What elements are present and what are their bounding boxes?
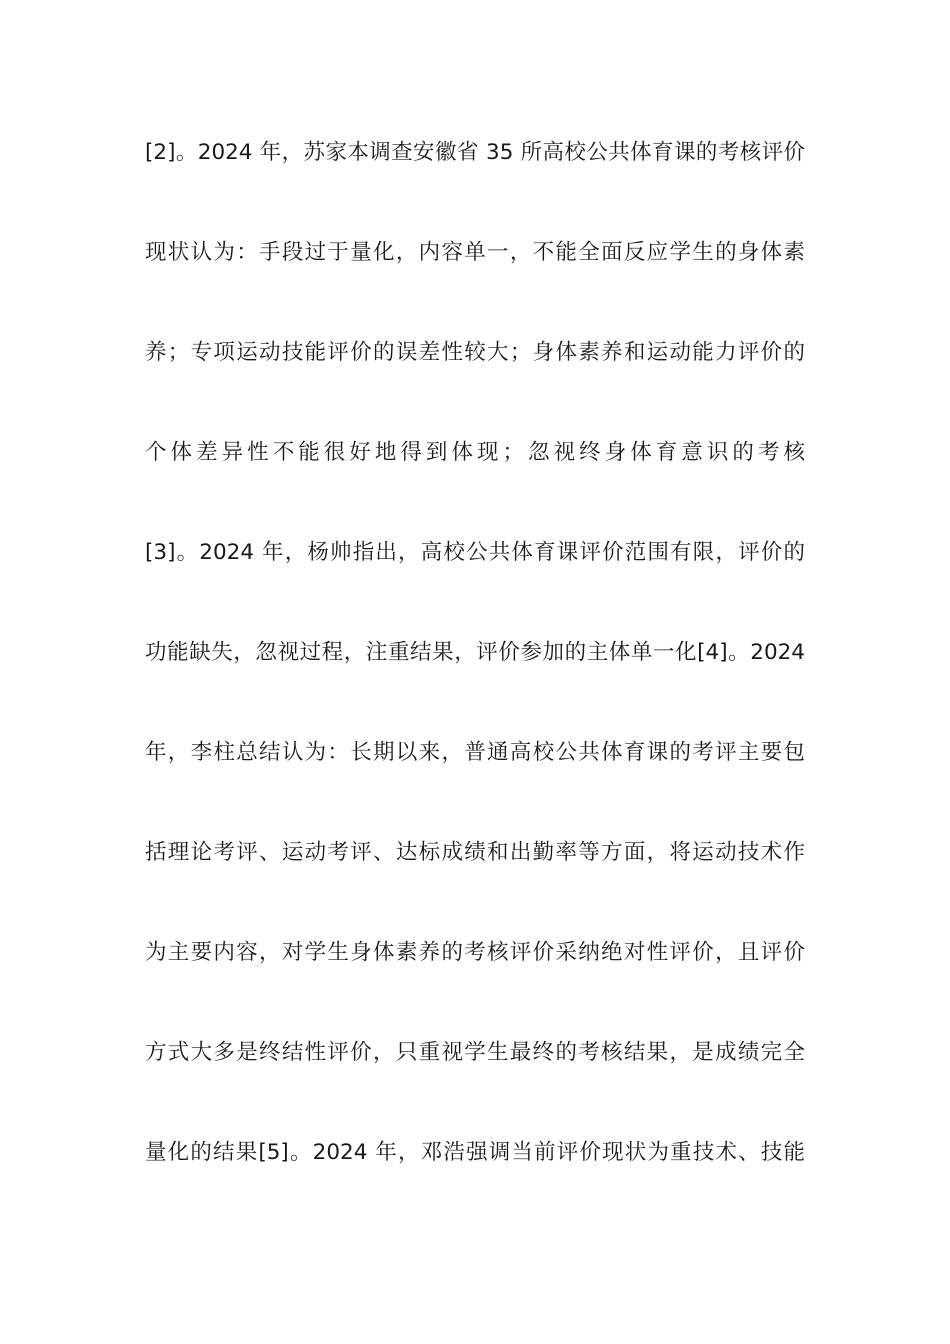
text-line-6: 功能缺失，忽视过程，注重结果，评价参加的主体单一化[4]。2024 — [145, 640, 805, 665]
text-line-1: [2]。2024 年，苏家本调查安徽省 35 所高校公共体育课的考核评价 — [145, 140, 805, 165]
text-line-11: 量化的结果[5]。2024 年，邓浩强调当前评价现状为重技术、技能 — [145, 1140, 805, 1165]
text-line-3: 养；专项运动技能评价的误差性较大；身体素养和运动能力评价的 — [145, 340, 805, 365]
text-line-8: 括理论考评、运动考评、达标成绩和出勤率等方面，将运动技术作 — [145, 840, 805, 865]
text-line-10: 方式大多是终结性评价，只重视学生最终的考核结果，是成绩完全 — [145, 1040, 805, 1065]
text-line-9: 为主要内容，对学生身体素养的考核评价采纳绝对性评价，且评价 — [145, 940, 805, 965]
text-line-2: 现状认为：手段过于量化，内容单一，不能全面反应学生的身体素 — [145, 240, 805, 265]
body-paragraph — [145, 128, 805, 1228]
text-line-5: [3]。2024 年，杨帅指出，高校公共体育课评价范围有限，评价的 — [145, 540, 805, 565]
text-line-4: 个体差异性不能很好地得到体现；忽视终身体育意识的考核 — [145, 440, 805, 465]
text-line-7: 年，李柱总结认为：长期以来，普通高校公共体育课的考评主要包 — [145, 740, 805, 765]
